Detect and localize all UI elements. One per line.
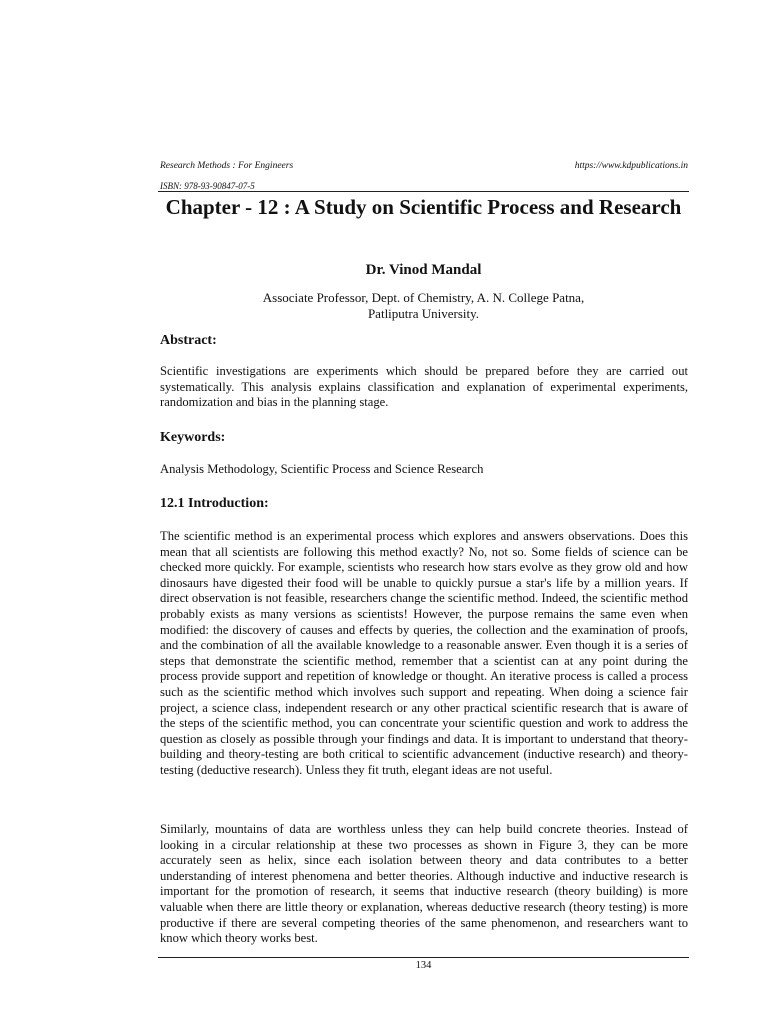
running-header: [160, 161, 688, 171]
introduction-paragraph: The scientific method is an experimental process which explores and answers observations. Does this mean that all scientists are following this method exactly? No, not so. Some fields of science can be checked more quickly. For example, scientists who research how stars evolve as they grow old and how dinosaurs have digested their food will be unable to quickly pursue a star's life by a million years. If direct observation is not feasible, researchers change the scientific method. Indeed, the scientific method probably exists as many versions as scientists! However, the purpose remains the same even when modified: the discovery of causes and effects by queries, the collection and the examination of proofs, and the combination of all the available knowledge to a reasonable answer. Even though it is a series of steps that demonstrate the scientific method, remember that a scientist can at any point during the process provide support and repetition of knowledge or thought. An iterative process is called a process such as the scientific method which involves such support and repeating. When doing a science fair project, a science class, independent research or any other practical scientific research that is aware of the steps of the scientific method, you can concentrate your scientific question and work to address the question as closely as possible through your findings and data. It is important to understand that theory-building and theory-testing are both critical to scientific advancement (inductive research) and theory-testing (deductive research). Unless they fit truth, elegant ideas are not useful.: [160, 529, 688, 777]
introduction-paragraph: Similarly, mountains of data are worthless unless they can help build concrete theories. Instead of looking in a circular relationship at these two processes as shown in Figure 3, they can be more accurately seen as helix, since each isolation between theory and data contributes to a better understanding of interest phenomena and better theories. Although inductive and inductive research is important for the promotion of research, it seems that inductive research (theory building) is more valuable when there are little theory or explanation, whereas deductive research (theory testing) is more productive if there are several competing theories of the same phenomenon, and researchers want to know which theory works best.: [160, 822, 688, 946]
affiliation-line: Associate Professor, Dept. of Chemistry, A. N. College Patna,: [262, 290, 585, 305]
author-affiliation: [158, 290, 689, 322]
publisher-url: https://www.kdpublications.in: [574, 161, 688, 171]
keywords-text: Analysis Methodology, Scientific Process and Science Research: [160, 462, 484, 476]
isbn: ISBN: 978-93-90847-07-5: [160, 181, 255, 191]
footer-divider: [158, 957, 689, 958]
affiliation-line: Patliputra University.: [367, 306, 480, 321]
author-name: Dr. Vinod Mandal: [365, 262, 482, 278]
chapter-title: Chapter - 12 : A Study on Scientific Process and Research: [165, 195, 682, 219]
keywords-heading: Keywords:: [160, 430, 226, 445]
introduction-heading: 12.1 Introduction:: [160, 496, 269, 511]
header-divider: [158, 191, 689, 192]
abstract-heading: Abstract:: [160, 333, 217, 348]
book-title: Research Methods : For Engineers: [160, 161, 294, 171]
abstract-text: Scientific investigations are experiments which should be prepared before they are carried out systematically. This analysis explains classification and explanation of experimental experiments, randomization and bias in the planning stage.: [160, 364, 688, 410]
page-number: 134: [415, 960, 432, 971]
